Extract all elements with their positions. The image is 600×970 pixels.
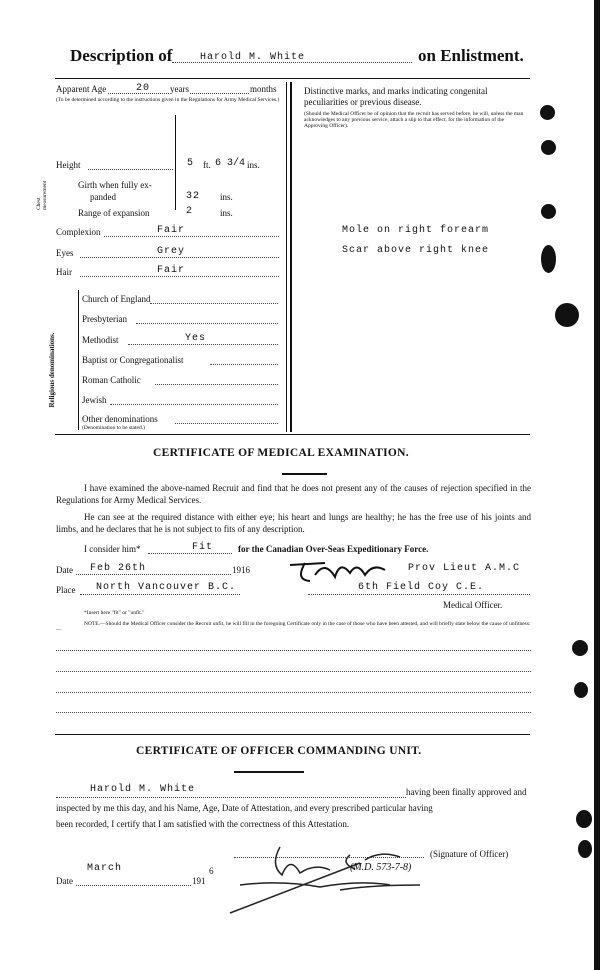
title-suffix: on Enlistment. [418,46,524,65]
punch-hole [541,245,556,273]
religion-methodist: Methodist [82,335,119,345]
punch-hole [574,682,588,698]
girth-ins-label: ins. [220,192,233,202]
mark-entry: Mole on right forearm [342,225,490,236]
height-label: Height [56,160,81,170]
insert-note: *Insert here "fit" or "unfit." [84,610,145,616]
recruit-name: Harold M. White [200,52,306,63]
commanding-cert-title: CERTIFICATE OF OFFICER COMMANDING UNIT. [136,745,422,757]
range-ins-label: ins. [220,208,233,218]
years-label: years [170,84,189,94]
eyes-label: Eyes [56,248,74,258]
medical-officer-label: Medical Officer. [443,600,503,610]
religion-methodist-value: Yes [185,333,207,344]
scan-edge [594,0,600,970]
medical-officer-signature [285,555,395,585]
religion-jewish: Jewish [82,395,107,405]
place-value: North Vancouver B.C. [96,582,237,593]
height-inches: 6 3/4 [215,158,246,169]
commanding-year-suffix: 6 [209,866,214,876]
medical-date-label: Date [56,565,73,575]
punch-hole [541,204,556,219]
medical-officer-rank: Prov Lieut A.M.C [408,563,521,574]
age-value: 20 [136,83,151,94]
commanding-year-prefix: 191 [192,876,206,886]
commanding-date-label: Date [56,876,73,886]
medical-para-2: He can see at the required distance with either eye; his heart and lungs are healthy; he has the free use of his joints and limbs, and he declares that he is not subject to fits of any description. [56,512,531,534]
punch-hole [541,140,556,155]
months-label: months [250,84,277,94]
inches-label: ins. [247,160,260,170]
commanding-text-3: been recorded, I certify that I am satisfied with the correctness of this Attestation. [56,819,350,829]
mark-entry: Scar above right knee [342,245,490,256]
consider-value: Fit [192,542,214,553]
marks-heading: Distinctive marks, and marks indicating congenital peculiarities or previous disease. [304,86,488,107]
girth-label-2: panded [90,192,116,202]
signature-label: (Signature of Officer) [430,849,509,859]
eyes-value: Grey [157,246,186,257]
religion-roman-catholic: Roman Catholic [82,375,141,385]
religion-label: Religious denominations. [48,332,56,408]
medical-date-value: Feb 26th [90,563,147,574]
force-label: for the Canadian Over-Seas Expeditionary Force. [238,544,429,554]
unfit-note: NOTE.—Should the Medical Officer consider the Recruit unfit, he will fill in the foregoing Certificate only in the case of those who have been attested, and will briefly state below the cause of unfitness:— [56,621,531,633]
punch-hole [555,303,579,327]
religion-presbyterian: Presbyterian [82,314,127,324]
commanding-recruit-name: Harold M. White [90,784,196,795]
range-value: 2 [186,206,194,217]
chest-label: Chest measurement [36,180,48,210]
punch-hole [572,640,588,656]
religion-other: Other denominations [82,414,158,424]
religion-baptist: Baptist or Congregationalist [82,355,184,365]
commanding-officer-note: (M.D. 573-7-8) [350,862,412,873]
commanding-date-value: March [87,863,123,874]
complexion-value: Fair [157,225,186,236]
medical-cert-title: CERTIFICATE OF MEDICAL EXAMINATION. [153,447,409,459]
commanding-text-1: having been finally approved and [406,787,527,797]
feet-label: ft. [203,160,211,170]
hair-value: Fair [157,265,186,276]
girth-value: 32 [186,191,201,202]
hair-label: Hair [56,267,72,277]
marks-note: (Should the Medical Officer be of opinion that the recruit has served before, he will, unless the man acknowledges to any previous service, attach a slip to that effect, for the information of the Approving Officer). [304,111,524,129]
commanding-text-2: inspected by me this day, and his Name, Age, Date of Attestation, and every prescribed particular having [56,803,433,813]
girth-label: Girth when fully ex- [78,180,152,190]
medical-officer-unit: 6th Field Coy C.E. [358,582,485,593]
commanding-officer-signature [220,835,440,915]
height-feet: 5 [187,158,195,169]
punch-hole [576,810,592,828]
medical-para-1: I have examined the above-named Recruit and find that he does not present any of the causes of rejection specified in the Regulations for Army Medical Services. [56,483,531,505]
religion-church-of-england: Church of England [82,294,151,304]
age-label: Apparent Age [56,84,107,94]
punch-hole [578,840,592,858]
place-label: Place [56,585,76,595]
consider-label: I consider him* [84,544,141,554]
other-note: (Denomination to be stated.) [82,425,145,431]
title-prefix: Description of [70,46,173,65]
medical-year: 1916 [232,565,250,575]
age-note: (To be determined according to the instructions given in the Regulations for Army Medical Services.) [56,97,280,103]
range-label: Range of expansion [78,208,150,218]
complexion-label: Complexion [56,227,101,237]
punch-hole [540,105,555,120]
